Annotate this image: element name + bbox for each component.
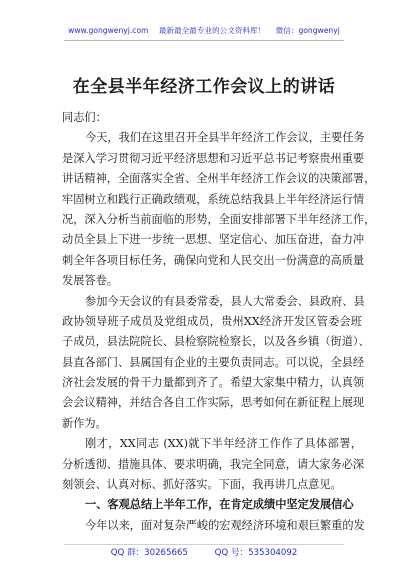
section-heading (62, 495, 362, 515)
footer-qq-group: QQ 群：30265665 (110, 548, 188, 558)
greeting-paragraph (62, 108, 362, 128)
document-title: 在全县半年经济工作会议上的讲话 (72, 77, 336, 97)
text-line: 会会议精神，并结合各自工作实际，思考如何在新征程上展现 (62, 396, 365, 410)
header-divider (64, 40, 344, 41)
header-site-link[interactable]: www.gongwenyj.com (68, 26, 149, 35)
text-line: 况，深入分析当前面临的形势，全面安排部署下半年经济工作， (62, 212, 376, 226)
text-line: 讲话精神，全面落实全省、全州半年经济工作会议的决策部署， (62, 172, 376, 186)
greeting-line: 同志们： (62, 111, 107, 124)
header-slogan: 最新最全最专业的公文资料库！ (158, 26, 266, 35)
paragraph-1 (62, 128, 376, 291)
text-line: 是深入学习贯彻习近平经济思想和习近平总书记考察贵州重要 (62, 151, 365, 165)
page-header (0, 26, 408, 36)
paragraph-2 (62, 292, 370, 435)
text-line: 参加今天会议的有县委常委，县人大常委会、县政府、县 (85, 294, 365, 308)
footer-qq-number: QQ 号：535304092 (214, 548, 298, 558)
text-line: 刻领会、认真对标、抓好落实。下面，我再讲几点意见。 (62, 478, 342, 492)
paragraph-4 (62, 516, 365, 536)
paragraph-3 (62, 434, 365, 495)
text-line: 济社会发展的骨干力量都到齐了。希望大家集中精力，认真领 (62, 376, 365, 390)
page-footer (0, 548, 408, 559)
text-line: 分析透彻、措施具体、要求明确，我完全同意，请大家务必深 (62, 457, 365, 471)
text-line: 牢固树立和践行正确政绩观，系统总结我县上半年经济运行情 (62, 192, 365, 206)
text-line: 发展答卷。 (62, 274, 118, 288)
text-line: 刚才，XX同志 (XX)就下半年经济工作作了具体部署， (85, 437, 362, 451)
text-line: 动员全县上下进一步统一思想、坚定信心、加压奋进，奋力冲 (62, 233, 365, 247)
document-body (62, 108, 376, 536)
footer-divider (64, 544, 344, 545)
text-line: 刺全年各项目标任务，确保向党和人民交出一份满意的高质量 (62, 253, 365, 267)
text-line: 子成员，县法院院长、县检察院检察长，以及各乡镇（街道）、 (62, 335, 370, 349)
text-line: 今天，我们在这里召开全县半年经济工作会议，主要任务 (85, 131, 365, 145)
text-line: 今年以来，面对复杂严峻的宏观经济环境和艰巨繁重的发 (85, 518, 365, 532)
text-line: 县直各部门、县属国有企业的主要负责同志。可以说，全县经 (62, 355, 365, 369)
text-line: 政协领导班子成员及党组成员，贵州XX经济开发区管委会班 (62, 314, 362, 328)
section-heading-text: 一、客观总结上半年工作，在肯定成绩中坚定发展信心 (85, 498, 354, 512)
text-line: 新作为。 (62, 416, 107, 430)
header-wechat: 微信：gongwenyj (275, 26, 340, 35)
